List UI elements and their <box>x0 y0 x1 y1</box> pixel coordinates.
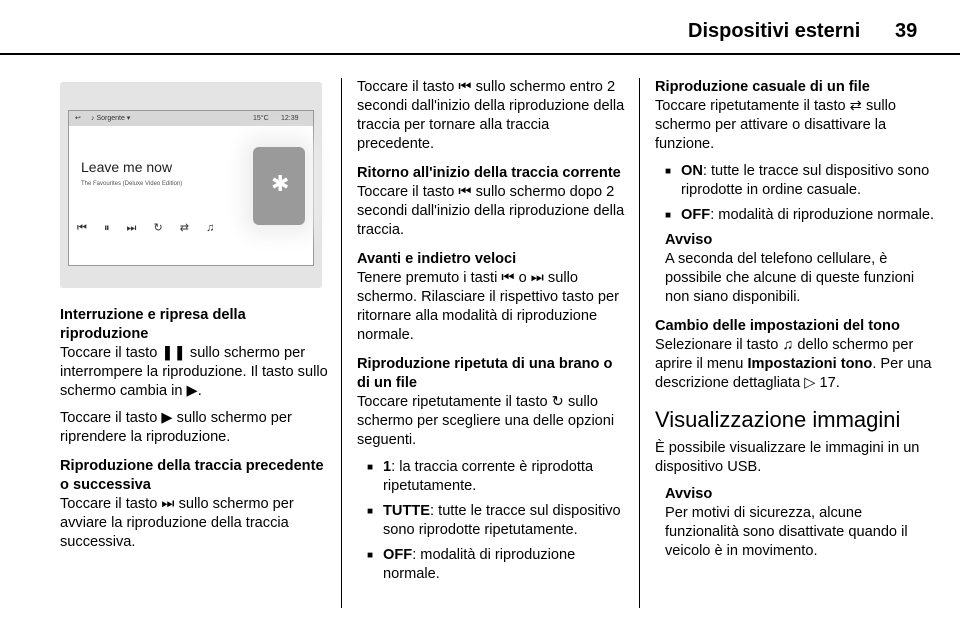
paragraph <box>655 336 935 393</box>
chapter-heading: Visualizzazione immagini <box>655 407 901 432</box>
column-divider <box>639 78 640 608</box>
list-item <box>367 502 627 540</box>
paragraph: È possibile visualizzare le immagini in un dispositivo USB. <box>655 440 920 475</box>
infotainment-screenshot <box>60 82 322 288</box>
song-title: Leave me now <box>81 159 173 175</box>
infotainment-screen <box>68 110 314 266</box>
bluetooth-icon: ✱ <box>271 171 290 196</box>
column-2 <box>357 78 627 590</box>
option-text: : modalità di riproduzione normale. <box>383 547 576 582</box>
shuffle-icon: ⇄ <box>179 222 189 234</box>
section-heading: Riproduzione casuale di un file <box>655 79 870 95</box>
option-key: OFF <box>681 207 711 223</box>
note-title: Avviso <box>665 486 713 502</box>
note-title: Avviso <box>665 232 713 248</box>
option-text: : modalità di riproduzione normale. <box>710 207 935 223</box>
text: Selezionare il tasto ♫ dello schermo per aprire il menu <box>655 337 914 372</box>
option-key: 1 <box>383 459 392 475</box>
column-divider <box>341 78 342 608</box>
section-heading: Interruzione e ripresa della riproduzione <box>60 307 246 342</box>
previous-track-icon: ⏮ <box>77 222 87 234</box>
status-bar <box>69 111 313 126</box>
option-key: TUTTE <box>383 503 431 519</box>
paragraph: Toccare ripetutamente il tasto ↻ sullo schermo per scegliere una delle opzioni seguenti. <box>357 394 615 448</box>
option-key: OFF <box>383 547 413 563</box>
page-header-title: Dispositivi esterni <box>688 20 861 42</box>
next-track-icon: ⏭ <box>126 222 137 234</box>
repeat-icon: ↻ <box>153 222 163 234</box>
page-number: 39 <box>895 20 918 42</box>
paragraph: Toccare il tasto ❚❚ sullo schermo per interrompere la riproduzione. Il tasto sullo schermo cambia in ▶. <box>60 345 328 399</box>
section-heading: Riproduzione della traccia precedente o successiva <box>60 458 324 493</box>
list-item <box>665 206 935 225</box>
album-name: The Favourites (Deluxe Video Edition) <box>81 181 183 187</box>
list-item <box>665 162 935 200</box>
phone-graphic <box>253 147 305 225</box>
paragraph: Toccare il tasto ⏭ sullo schermo per avviare la riproduzione della traccia successiva. <box>60 496 294 550</box>
section-heading: Cambio delle impostazioni del tono <box>655 318 900 334</box>
back-icon: ↩ <box>75 115 81 122</box>
list-item <box>367 458 627 496</box>
note-box <box>665 485 935 561</box>
note-text: Per motivi di sicurezza, alcune funzionalità sono disattivate quando il veicolo è in movimento. <box>665 505 908 559</box>
list-item <box>367 546 627 584</box>
note-text: A seconda del telefono cellulare, è possibile che alcune di queste funzioni non siano disponibili. <box>665 251 915 305</box>
text: . Per una descrizione dettagliata ▷ 17. <box>655 356 932 391</box>
option-text: : tutte le tracce sul dispositivo sono riprodotte in ordine casuale. <box>681 163 930 198</box>
column-3 <box>655 78 935 569</box>
temperature: 15°C <box>253 115 269 122</box>
source-label: ♪ Sorgente ▾ <box>91 115 131 122</box>
pause-icon: ⏸ <box>103 222 110 234</box>
note-box <box>665 231 935 307</box>
paragraph: Toccare il tasto ⏮ sullo schermo dopo 2 secondi dall'inizio della riproduzione della traccia. <box>357 184 625 238</box>
paragraph: Toccare ripetutamente il tasto ⇄ sullo schermo per attivare o disattivare la funzione. <box>655 98 896 152</box>
section-heading: Riproduzione ripetuta di una brano o di un file <box>357 356 613 391</box>
column-1 <box>60 306 330 560</box>
option-text: : la traccia corrente è riprodotta ripetutamente. <box>383 459 594 494</box>
section-heading: Avanti e indietro veloci <box>357 251 517 267</box>
option-text: : tutte le tracce sul dispositivo sono riprodotte ripetutamente. <box>383 503 621 538</box>
menu-name: Impostazioni tono <box>747 356 873 372</box>
section-heading: Ritorno all'inizio della traccia corrente <box>357 165 621 181</box>
tone-settings-icon: ♫ <box>206 222 215 234</box>
header-divider <box>0 53 960 55</box>
paragraph: Toccare il tasto ⏮ sullo schermo entro 2 secondi dall'inizio della riproduzione della traccia per tornare alla traccia precedente. <box>357 79 625 152</box>
clock: 12:39 <box>281 115 299 122</box>
paragraph: Tenere premuto i tasti ⏮ o ⏭ sullo schermo. Rilasciare il rispettivo tasto per ritornare alla modalità di riproduzione normale. <box>357 270 619 343</box>
playback-controls <box>77 221 228 235</box>
paragraph: Toccare il tasto ▶ sullo schermo per riprendere la riproduzione. <box>60 410 292 445</box>
option-key: ON <box>681 163 703 179</box>
